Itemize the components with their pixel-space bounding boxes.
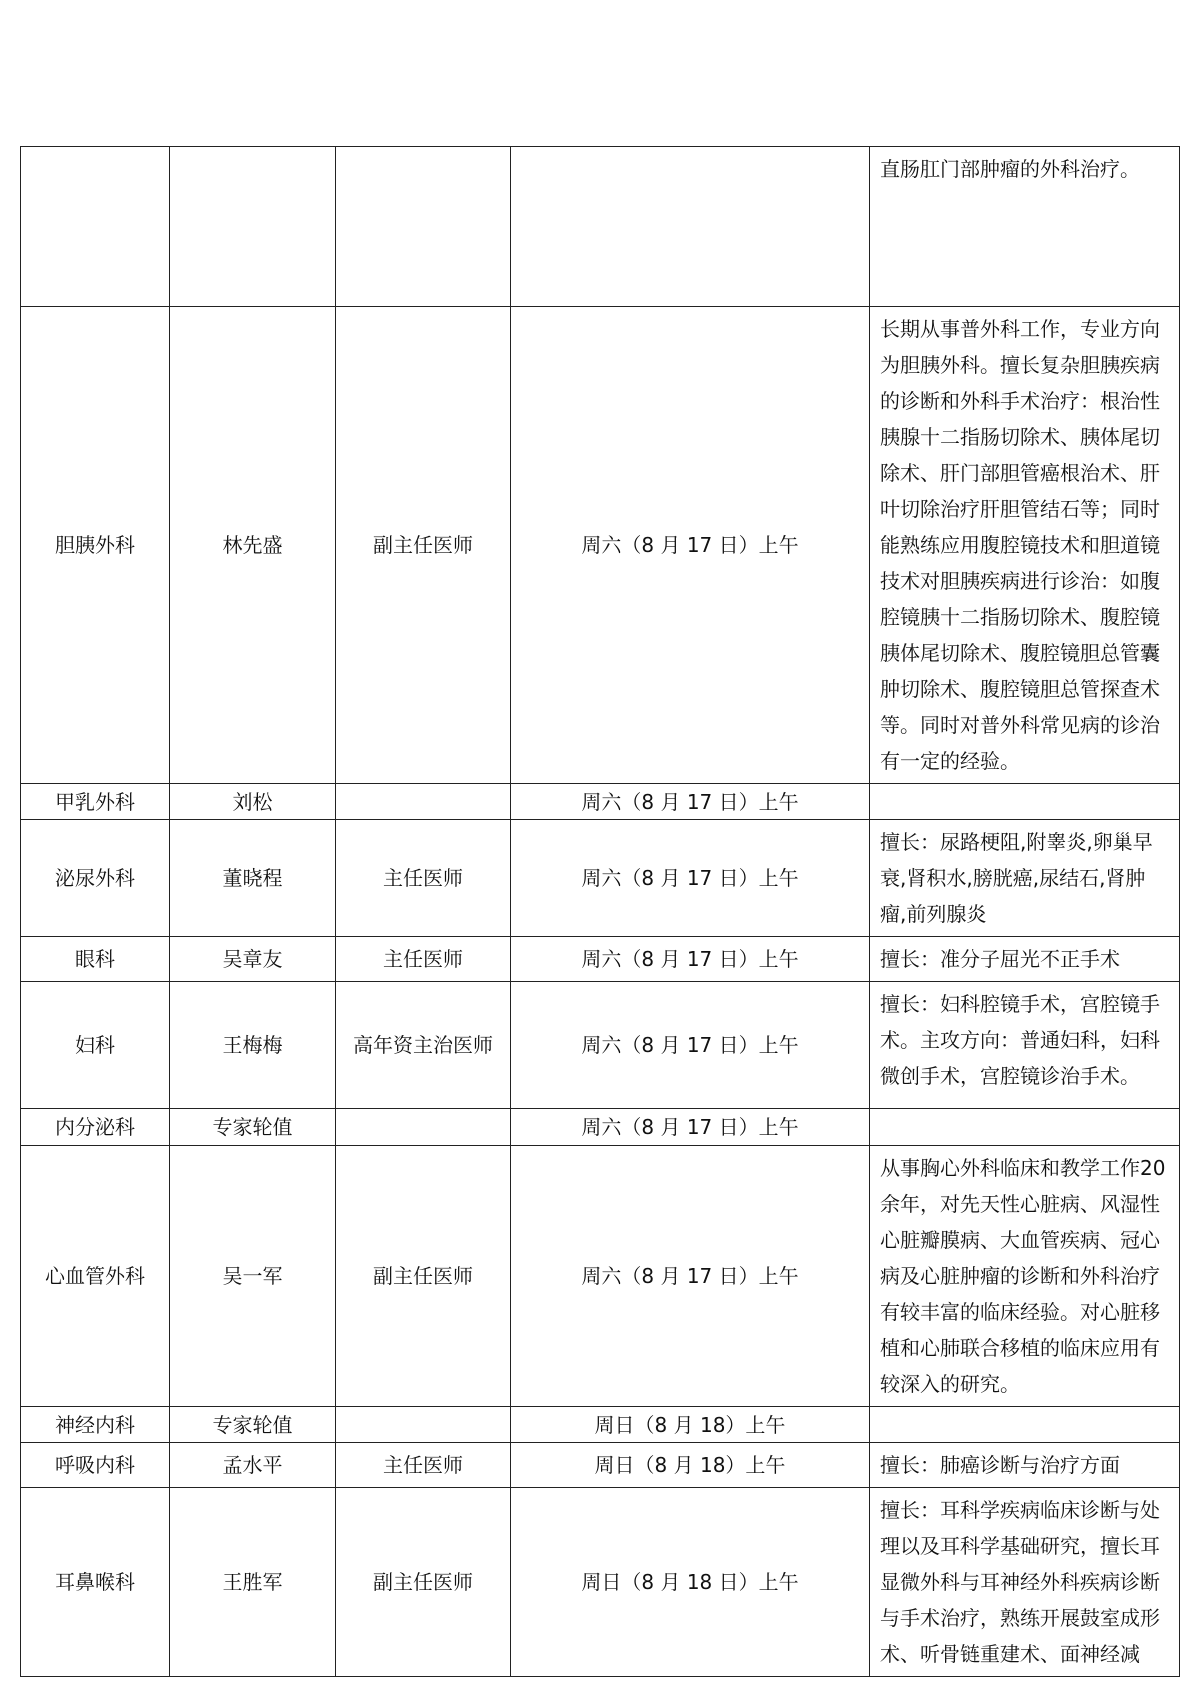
dept-cell: 神经内科 (21, 1407, 170, 1443)
doctor-cell: 吴章友 (170, 937, 336, 982)
desc-cell (870, 1109, 1180, 1146)
doctor-cell: 孟水平 (170, 1443, 336, 1488)
table-row (21, 1488, 1180, 1677)
dept-cell: 甲乳外科 (21, 784, 170, 820)
table-row (21, 937, 1180, 982)
table-row (21, 1109, 1180, 1146)
dept-cell: 泌尿外科 (21, 820, 170, 937)
doctor-cell: 专家轮值 (170, 1407, 336, 1443)
time-cell: 周六（8 月 17 日）上午 (511, 937, 870, 982)
desc-cell: 擅长：耳科学疾病临床诊断与处理以及耳科学基础研究，擅长耳显微外科与耳神经外科疾病诊断与手术治疗，熟练开展鼓室成形术、听骨链重建术、面神经减 (870, 1488, 1180, 1677)
doctor-cell (170, 147, 336, 307)
time-cell: 周六（8 月 17 日）上午 (511, 307, 870, 784)
time-cell: 周六（8 月 17 日）上午 (511, 1109, 870, 1146)
time-cell (511, 147, 870, 307)
time-cell: 周六（8 月 17 日）上午 (511, 982, 870, 1109)
table-row (21, 982, 1180, 1109)
dept-cell: 眼科 (21, 937, 170, 982)
dept-cell: 胆胰外科 (21, 307, 170, 784)
doctor-cell: 专家轮值 (170, 1109, 336, 1146)
expert-schedule-table (20, 146, 1180, 1677)
title-cell: 高年资主治医师 (336, 982, 511, 1109)
doctor-cell: 吴一军 (170, 1146, 336, 1407)
time-cell: 周日（8 月 18）上午 (511, 1443, 870, 1488)
doctor-cell: 董晓程 (170, 820, 336, 937)
time-cell: 周日（8 月 18 日）上午 (511, 1488, 870, 1677)
desc-cell: 直肠肛门部肿瘤的外科治疗。 (870, 147, 1180, 307)
title-cell: 副主任医师 (336, 1488, 511, 1677)
desc-cell: 从事胸心外科临床和教学工作20 余年，对先天性心脏病、风湿性心脏瓣膜病、大血管疾病、冠心病及心脏肿瘤的诊断和外科治疗有较丰富的临床经验。对心脏移植和心肺联合移植的临床应用有较深入的研究。 (870, 1146, 1180, 1407)
title-cell: 副主任医师 (336, 1146, 511, 1407)
time-cell: 周六（8 月 17 日）上午 (511, 1146, 870, 1407)
doctor-cell: 王梅梅 (170, 982, 336, 1109)
title-cell: 主任医师 (336, 1443, 511, 1488)
dept-cell: 心血管外科 (21, 1146, 170, 1407)
table-row (21, 1146, 1180, 1407)
time-cell: 周六（8 月 17 日）上午 (511, 820, 870, 937)
dept-cell (21, 147, 170, 307)
dept-cell: 妇科 (21, 982, 170, 1109)
table-row (21, 820, 1180, 937)
desc-cell (870, 1407, 1180, 1443)
table-row (21, 307, 1180, 784)
title-cell: 副主任医师 (336, 307, 511, 784)
desc-cell: 擅长：准分子屈光不正手术 (870, 937, 1180, 982)
title-cell: 主任医师 (336, 820, 511, 937)
doctor-cell: 王胜军 (170, 1488, 336, 1677)
dept-cell: 呼吸内科 (21, 1443, 170, 1488)
doctor-cell: 刘松 (170, 784, 336, 820)
table-row (21, 147, 1180, 307)
title-cell: 主任医师 (336, 937, 511, 982)
desc-cell (870, 784, 1180, 820)
table-row (21, 1407, 1180, 1443)
table-row (21, 1443, 1180, 1488)
dept-cell: 内分泌科 (21, 1109, 170, 1146)
title-cell (336, 1407, 511, 1443)
desc-cell: 擅长：肺癌诊断与治疗方面 (870, 1443, 1180, 1488)
desc-cell: 擅长：妇科腔镜手术，宫腔镜手术。主攻方向：普通妇科，妇科微创手术，宫腔镜诊治手术。 (870, 982, 1180, 1109)
desc-cell: 长期从事普外科工作，专业方向为胆胰外科。擅长复杂胆胰疾病的诊断和外科手术治疗：根治性胰腺十二指肠切除术、胰体尾切除术、肝门部胆管癌根治术、肝叶切除治疗肝胆管结石等；同时能熟练应用腹腔镜技术和胆道镜技术对胆胰疾病进行诊治：如腹腔镜胰十二指肠切除术、腹腔镜胰体尾切除术、腹腔镜胆总管囊肿切除术、腹腔镜胆总管探查术等。同时对普外科常见病的诊治有一定的经验。 (870, 307, 1180, 784)
time-cell: 周日（8 月 18）上午 (511, 1407, 870, 1443)
time-cell: 周六（8 月 17 日）上午 (511, 784, 870, 820)
title-cell (336, 147, 511, 307)
dept-cell: 耳鼻喉科 (21, 1488, 170, 1677)
title-cell (336, 784, 511, 820)
desc-cell: 擅长：尿路梗阻,附睾炎,卵巢早衰,肾积水,膀胱癌,尿结石,肾肿瘤,前列腺炎 (870, 820, 1180, 937)
title-cell (336, 1109, 511, 1146)
table-row (21, 784, 1180, 820)
doctor-cell: 林先盛 (170, 307, 336, 784)
